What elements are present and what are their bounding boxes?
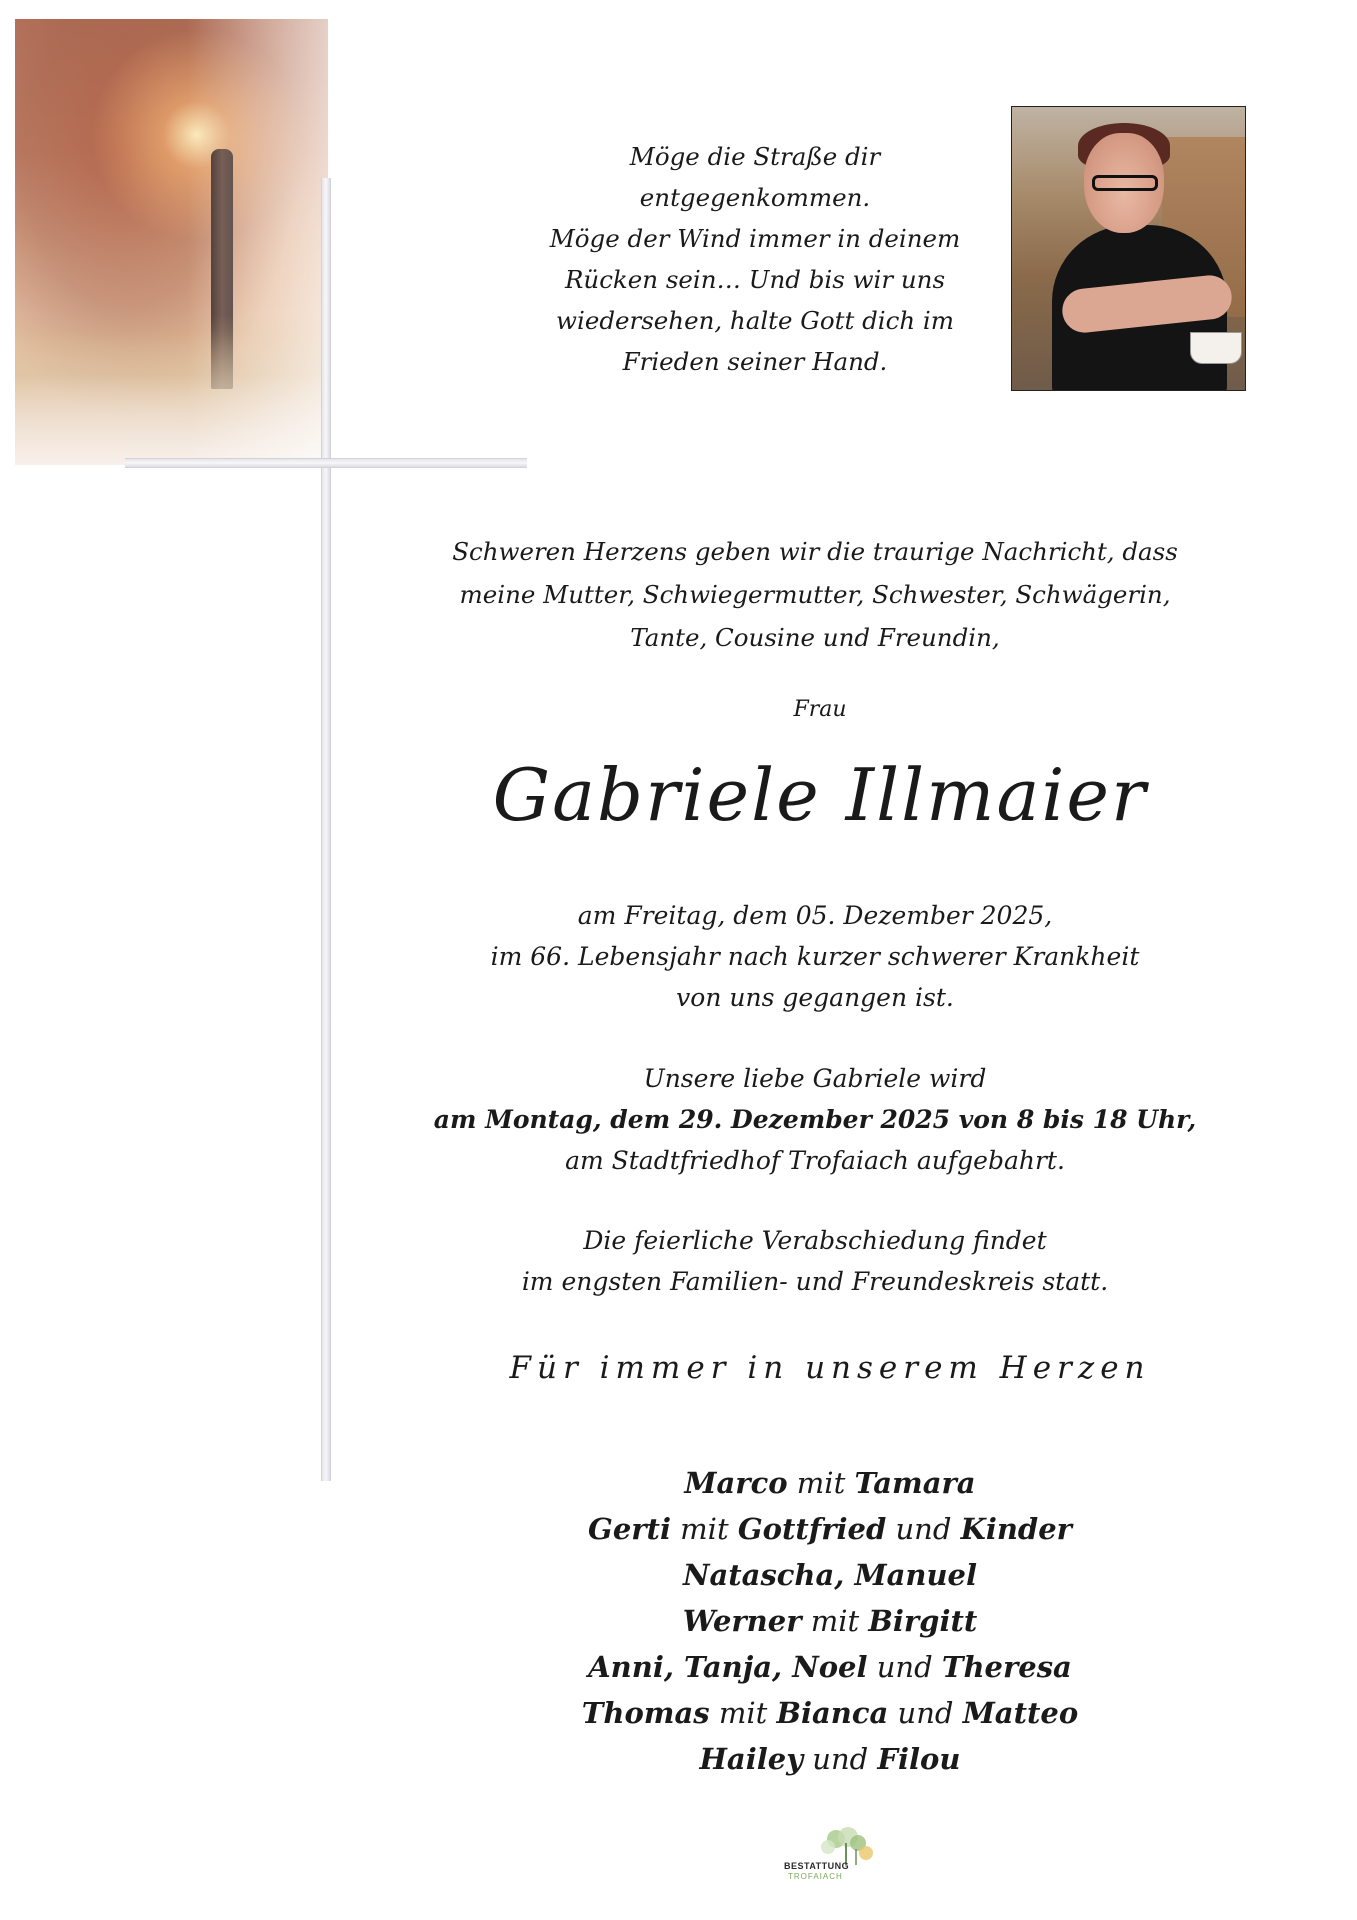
farewell-line: im engsten Familien- und Freundeskreis statt. <box>521 1267 1109 1296</box>
image-fade <box>15 19 328 465</box>
photo-coffee-cup <box>1190 332 1242 364</box>
mourners-list <box>480 1460 1180 1782</box>
cross-vertical-bar <box>321 178 331 1481</box>
deceased-title: Frau <box>793 697 847 722</box>
poem-line: wiedersehen, halte Gott dich im <box>556 306 954 335</box>
farewell-line: Die feierliche Verabschiedung findet <box>583 1226 1047 1255</box>
portrait-photo <box>1011 106 1246 391</box>
mourner-line: Thomas mit Bianca und Matteo <box>581 1696 1079 1730</box>
mourner-line: Werner mit Birgitt <box>682 1604 978 1638</box>
poem-line: Möge die Straße dir <box>629 142 881 171</box>
mourner-line: Marco mit Tamara <box>684 1466 976 1500</box>
logo-line-1: BESTATTUNG <box>784 1861 850 1871</box>
funeral-home-logo <box>784 1825 894 1885</box>
announcement-line: Tante, Cousine und Freundin, <box>630 623 1000 652</box>
death-details <box>430 895 1200 1018</box>
poem-line: entgegenkommen. <box>639 183 871 212</box>
logo-line-2: TROFAIACH <box>788 1872 843 1881</box>
cross-horizontal-bar <box>125 458 527 468</box>
announcement-line: Schweren Herzens geben wir die traurige Nachricht, dass <box>452 537 1178 566</box>
deceased-name: Gabriele Illmaier <box>492 753 1148 837</box>
mourner-line: Gerti mit Gottfried und Kinder <box>588 1512 1072 1546</box>
viewing-date: am Montag, dem 29. Dezember 2025 von 8 bis 18 Uhr, <box>433 1105 1197 1134</box>
motto: Für immer in unserem Herzen <box>509 1350 1151 1386</box>
poem-line: Möge der Wind immer in deinem <box>549 224 961 253</box>
mourner-line: Hailey und Filou <box>699 1742 961 1776</box>
farewell-info <box>430 1220 1200 1302</box>
photo-person-glasses <box>1092 175 1158 191</box>
viewing-line: Unsere liebe Gabriele wird <box>643 1064 987 1093</box>
death-details-line: von uns gegangen ist. <box>676 983 954 1012</box>
viewing-location: am Stadtfriedhof Trofaiach aufgebahrt. <box>565 1146 1065 1175</box>
mourner-line: Natascha, Manuel <box>682 1558 978 1592</box>
autumn-tree-image <box>15 19 328 465</box>
death-details-line: im 66. Lebensjahr nach kurzer schwerer Krankheit <box>490 942 1140 971</box>
poem-line: Frieden seiner Hand. <box>622 347 888 376</box>
poem <box>520 136 990 382</box>
viewing-info <box>430 1058 1200 1181</box>
poem-line: Rücken sein… Und bis wir uns <box>564 265 946 294</box>
death-details-line: am Freitag, dem 05. Dezember 2025, <box>577 901 1053 930</box>
announcement <box>430 530 1200 659</box>
tree-logo-icon <box>784 1825 894 1865</box>
mourner-line: Anni, Tanja, Noel und Theresa <box>588 1650 1072 1684</box>
announcement-line: meine Mutter, Schwiegermutter, Schwester, Schwägerin, <box>459 580 1171 609</box>
